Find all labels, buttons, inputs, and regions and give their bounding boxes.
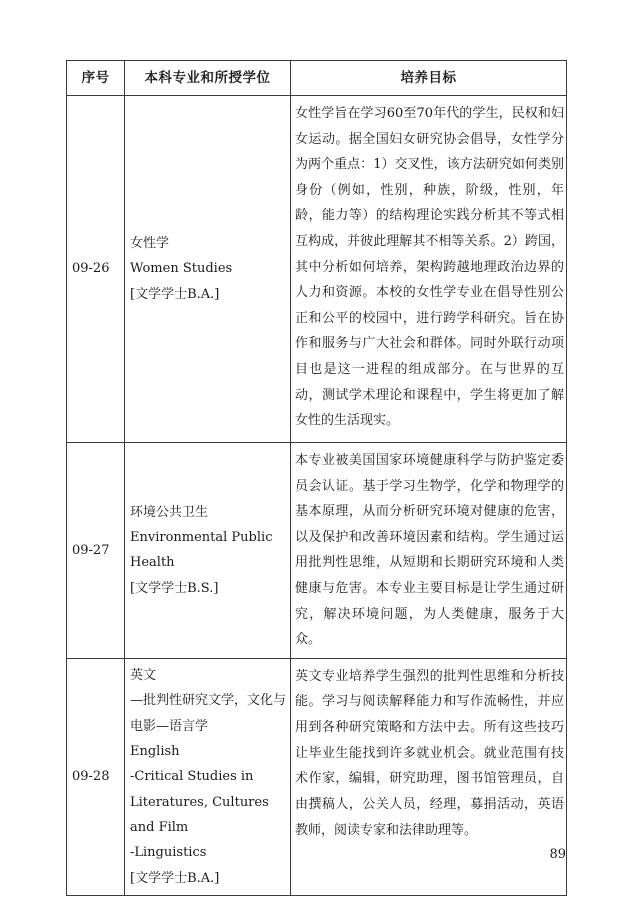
program-line: 环境公共卫生 [130,504,209,520]
column-header-goal: 培养目标 [291,61,567,96]
majors-table [66,60,567,896]
row-number-cell: 09-26 [67,96,125,443]
program-line: 英文 [130,667,157,683]
program-line: English [130,743,180,759]
column-header-number: 序号 [67,61,125,96]
program-line: -Linguistics [130,845,207,861]
row-program-cell [125,443,291,659]
program-lines [130,663,287,891]
goal-text: 本专业被美国国家环境健康科学与防护鉴定委员会认证。基于学习生物学，化学和物理学的基本原理，从而分析研究环境对健康的危害，以及保护和改善环境因素和结构。学生通过运用批判性思维，从短期和长期研究环境和人类健康与危害。本专业主要目标是让学生通过研究，解决环境问题，为人类健康，服务于大众。 [295,453,564,648]
table-row [67,658,567,895]
page-number: 89 [549,847,566,862]
row-goal-cell [291,658,567,895]
goal-text: 女性学旨在学习60至70年代的学生，民权和妇女运动。据全国妇女研究协会倡导，女性学分为两个重点：1）交叉性，该方法研究如何类别身份（例如，性别，种族，阶级，性别，年龄，能力等）的结构理论实践分析其不等式相互构成，并彼此理解其不相等关系。2）跨国，其中分析如何培养，架构跨越地理政治边界的人力和资源。本校的女性学专业在倡导性别公正和公平的校园中，进行跨学科研究。旨在协作和服务与广大社会和群体。同时外联行动项目也是这一进程的组成部分。在与世界的互动，测试学术理论和课程中，学生将更加了解女性的生活现实。 [295,106,564,429]
table-header [67,61,567,96]
program-lines [130,231,287,307]
program-line: [文学学士B.S.] [130,580,219,596]
program-line: [文学学士B.A.] [130,870,220,886]
row-number-cell: 09-28 [67,658,125,895]
row-goal-cell [291,443,567,659]
row-program-cell [125,658,291,895]
program-line: 女性学 [130,235,170,251]
row-program-cell [125,96,291,443]
goal-text: 英文专业培养学生强烈的批判性思维和分析技能。学习与阅读解释能力和写作流畅性，并应用到各种研究策略和方法中去。所有这些技巧让毕业生能找到许多就业机会。就业范围有技术作家，编辑，研究助理，图书馆管理员，自由撰稿人，公关人员，经理，募捐活动，英语教师，阅读专家和法律助理等。 [295,668,564,838]
table-body [67,96,567,896]
row-goal-cell [291,96,567,443]
program-line: —批判性研究文学，文化与电影—语言学 [130,693,287,734]
program-line: -Critical Studies in Literatures, Cultures and Film [130,769,269,835]
table-row [67,96,567,443]
program-lines [130,500,287,601]
column-header-program: 本科专业和所授学位 [125,61,291,96]
program-line: Environmental Public Health [130,530,273,571]
table-header-row [67,61,567,96]
program-line: Women Studies [130,261,233,277]
row-number-cell: 09-27 [67,443,125,659]
program-line: [文学学士B.A.] [130,286,220,302]
table-row [67,443,567,659]
